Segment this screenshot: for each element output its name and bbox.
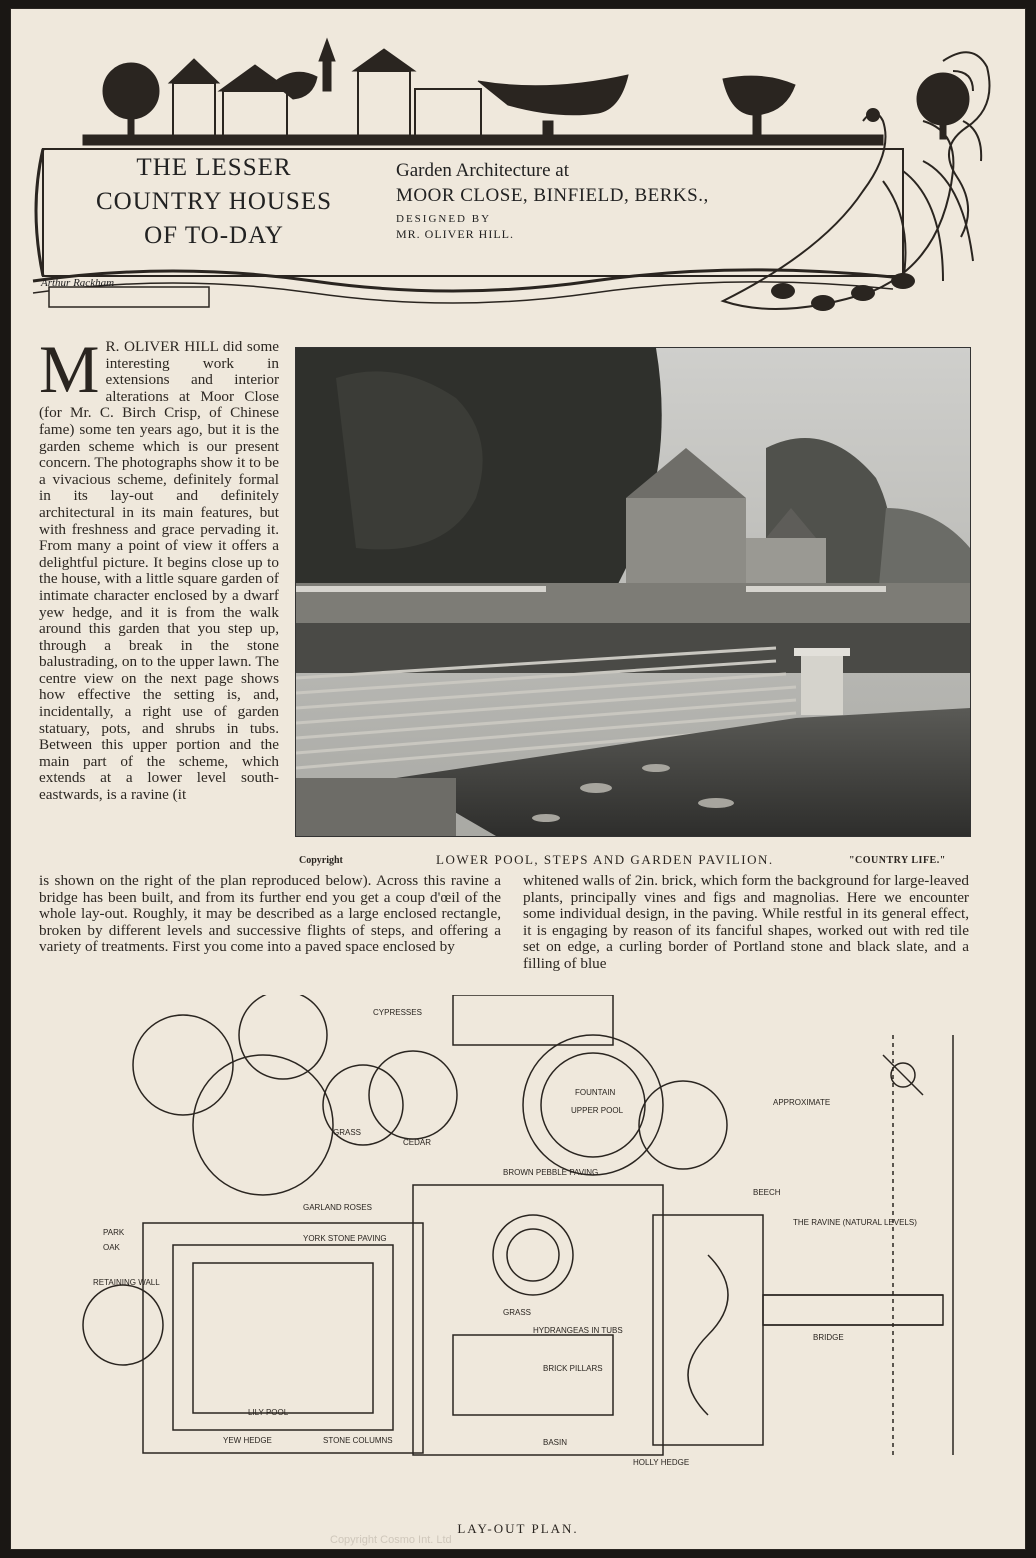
plan-label-hydrangeas: HYDRANGEAS IN TUBS <box>533 1326 623 1335</box>
plan-label-grass-centre: GRASS <box>503 1308 532 1317</box>
artist-signature: Arthur Rackham <box>41 277 115 289</box>
subtitle: Garden Architecture at <box>396 160 570 181</box>
plan-label-stone-columns: STONE COLUMNS <box>323 1436 393 1445</box>
photo-credit: "COUNTRY LIFE." <box>849 855 946 866</box>
plan-label-brown-pebble: BROWN PEBBLE PAVING <box>503 1168 599 1177</box>
watermark: Copyright Cosmo Int. Ltd <box>330 1534 452 1546</box>
dropcap: M <box>39 331 100 407</box>
article-heading <box>396 159 826 242</box>
plan-label-retaining-wall: RETAINING WALL <box>93 1278 160 1287</box>
designer-name: MR. OLIVER HILL. <box>396 227 514 241</box>
plan-label-cypresses: CYPRESSES <box>373 1008 422 1017</box>
plan-label-holly-hedge: HOLLY HEDGE <box>633 1458 690 1467</box>
plan-label-upper-pool: UPPER POOL <box>571 1106 624 1115</box>
plan-title: LAY-OUT PLAN. <box>457 1521 579 1536</box>
plan-label-garland-roses: GARLAND ROSES <box>303 1203 372 1212</box>
plan-label-york-stone: YORK STONE PAVING <box>303 1234 387 1243</box>
plan-label-basin: BASIN <box>543 1438 568 1447</box>
plan-label-brick-pillars: BRICK PILLARS <box>543 1364 603 1373</box>
plan-label-park: PARK <box>103 1228 125 1237</box>
designed-by-label: DESIGNED BY <box>396 213 492 225</box>
plan-label-fountain: FOUNTAIN <box>575 1088 616 1097</box>
plan-label-approximate: APPROXIMATE <box>773 1098 831 1107</box>
plan-label-grass: GRASS <box>333 1128 362 1137</box>
plan-label-oak: OAK <box>103 1243 120 1252</box>
article-continued: is shown on the right of the plan reproduced below). Across this ravine a bridge has been built, and from its further end you get a coup d'œil of the whole lay-out. Roughly, it may be described as a large enclosed rectangle, broken by different levels and successive flights of steps, and offering a variety of treatments. First you come into a paved space enclosed by <box>39 872 501 956</box>
magazine-page <box>10 8 1026 1550</box>
location-title: MOOR CLOSE, BINFIELD, BERKS., <box>396 185 709 206</box>
plan-label-ravine: THE RAVINE (NATURAL LEVELS) <box>793 1218 917 1227</box>
plan-label-yew-hedge: YEW HEDGE <box>223 1436 272 1445</box>
plan-label-lily-pool: LILY POOL <box>248 1408 289 1417</box>
plan-label-beech: BEECH <box>753 1188 781 1197</box>
plan-label-cedar: CEDAR <box>403 1138 432 1147</box>
garden-photograph <box>295 347 971 837</box>
series-title: THE LESSER COUNTRY HOUSES OF TO-DAY <box>95 154 333 249</box>
layout-plan <box>73 995 981 1485</box>
photo-caption: LOWER POOL, STEPS AND GARDEN PAVILION. <box>436 852 774 867</box>
article-column <box>39 331 279 804</box>
article-body: R. OLIVER HILL did some interesting work in extensions and interior alterations at Moor Close (for Mr. C. Birch Crisp, of Chinese fame) some ten years ago, but it is the garden scheme which is our present concern. The photographs show it to be a vivacious scheme, definitely formal in its lay-out and definitely architectural in its main features, but with freshness and grace pervading it. From many a point of view it offers a delightful picture. It begins close up to the house, with a little square garden of intimate character enclosed by a dwarf yew hedge, and it is from the walk around this garden that you step up, through a break in the stone balustrading, on to the upper lawn. The centre view on the next page shows how effective the setting is, and, incidentally, a right use of garden statuary, pots, and shrubs in tubs. Between this upper portion and the main part of the scheme, which extends at a lower level south-eastwards, is a ravine (it <box>39 338 279 804</box>
plan-label-bridge: BRIDGE <box>813 1333 844 1342</box>
article-right-column: whitened walls of 2in. brick, which form the background for large-leaved plants, principally vines and figs and magnolias. Here we encounter some individual design, in the paving. While restful in its general effect, it is engaging by reason of its fanciful shapes, worked out with red tile set on edge, a curling border of Portland stone and black slate, and a filling of blue <box>523 872 969 972</box>
photo-copyright-label: Copyright <box>299 855 343 866</box>
